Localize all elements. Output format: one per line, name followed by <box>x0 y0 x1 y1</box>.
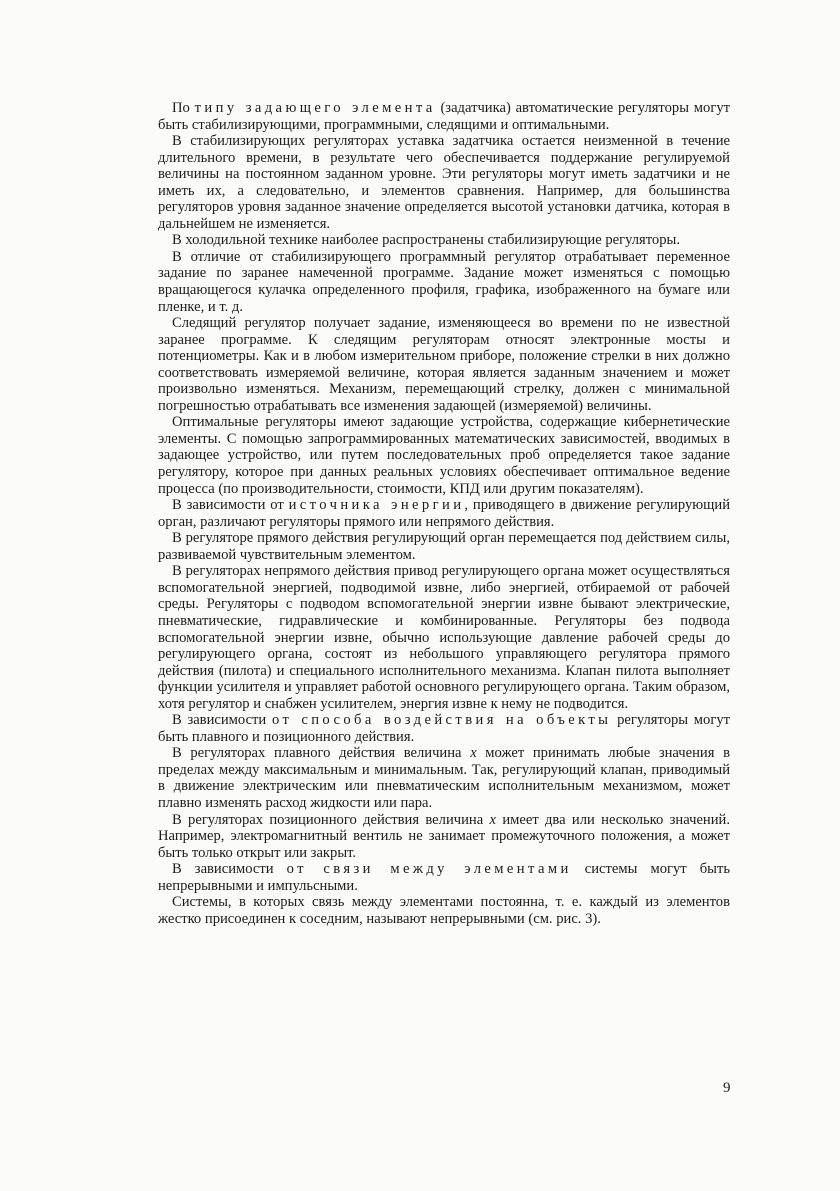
paragraph-3: В холодильной технике наиболее распространены стабилизирующие регуляторы. <box>172 232 680 249</box>
emphasis-spaced: типу задающего элемента <box>194 100 436 116</box>
emphasis-spaced: источника энергии <box>288 497 465 514</box>
paragraph-1: По типу задающего элемента (задатчика) автоматические регуляторы могут быть стабилизирующими, программными, следящими и оптимальными. <box>158 100 730 133</box>
paragraph-6: Оптимальные регуляторы имеют задающие устройства, содержащие кибернетические элементы. С помощью запрограммированных математических зависимостей, вводимых в задающее устройство, или путем последовательных проб определяется такое задание регулятору, которое при данных реальных условиях обеспечивает оптимальное ведение процесса (по производительности, стоимости, КПД или другим показателям). <box>158 414 730 497</box>
paragraph-7: В зависимости от источника энергии, приводящего в движение регулирующий орган, различают регуляторы прямого или непрямого действия. <box>158 497 730 530</box>
paragraph-8: В регуляторе прямого действия регулирующий орган перемещается под действием силы, развиваемой чувствительным элементом. <box>158 530 730 563</box>
paragraph-9: В регуляторах непрямого действия привод регулирующего органа может осуществляться вспомогательной энергией, подводимой извне, либо энергией, отбираемой от рабочей среды. Регуляторы с подводом вспомогательной энергии извне бывают электрические, пневматические, гидравлические и комбинированные. Регуляторы без подвода вспомогательной энергии извне, обычно использующие давление рабочей среды до регулирующего органа, состоят из небольшого управляющего регулятора прямого действия (пилота) и специального исполнительного механизма. Клапан пилота выполняет функции усилителя и управляет работой основного регулирующего органа. Таким образом, хотя регулятор и снабжен усилителем, энергия извне к нему не подводится. <box>158 563 730 712</box>
paragraph-11: В регуляторах плавного действия величина x может принимать любые значения в пределах между максимальным и минимальным. Так, регулирующий клапан, приводимый в движение электрическим или пневматическим исполнительным механизмом, может плавно изменять расход жидкости или пара. <box>158 745 730 811</box>
variable-x: x <box>489 811 496 828</box>
page-number: 9 <box>723 1080 731 1096</box>
paragraph-13: В зависимости от связи между элементами системы могут быть непрерывными и импульсными. <box>158 861 730 894</box>
emphasis-spaced: от способа воздействия на объекты <box>271 712 612 729</box>
emphasis-spaced: от связи между элементами <box>286 861 572 878</box>
paragraph-2: В стабилизирующих регуляторах уставка задатчика остается неизменной в течение длительного времени, в результате чего обеспечивается поддержание регулируемой величины на постоянном заданном уровне. Эти регуляторы могут иметь задатчики и не иметь их, а следовательно, и элементов сравнения. Например, для большинства регуляторов уровня заданное значение определяется высотой установки датчика, которая в дальнейшем не изменяется. <box>158 133 730 232</box>
paragraph-12: В регуляторах позиционного действия величина x имеет два или несколько значений. Например, электромагнитный вентиль не занимает промежуточного положения, а может быть только открыт или закрыт. <box>158 811 730 861</box>
variable-x: x <box>470 745 477 762</box>
paragraph-4: В отличие от стабилизирующего программный регулятор отрабатывает переменное задание по заранее намеченной программе. Задание может изменяться с помощью вращающегося кулачка определенного профиля, графика, изображенного на бумаге или пленке, и т. д. <box>158 248 730 315</box>
body-text <box>158 100 730 927</box>
paragraph-10: В зависимости от способа воздействия на объекты регуляторы могут быть плавного и позиционного действия. <box>158 712 730 745</box>
paragraph-14: Системы, в которых связь между элементами постоянна, т. е. каждый из элементов жестко присоединен к соседним, называют непрерывными (см. рис. 3). <box>158 894 730 927</box>
paragraph-5: Следящий регулятор получает задание, изменяющееся во времени по не известной заранее программе. К следящим регуляторам относят электронные мосты и потенциометры. Как и в любом измерительном приборе, положение стрелки в них должно соответствовать измеряемой величине, которая является заданным значением и может произвольно изменяться. Механизм, перемещающий стрелку, должен с минимальной погрешностью отрабатывать все изменения задающей (измеряемой) величины. <box>158 315 730 414</box>
